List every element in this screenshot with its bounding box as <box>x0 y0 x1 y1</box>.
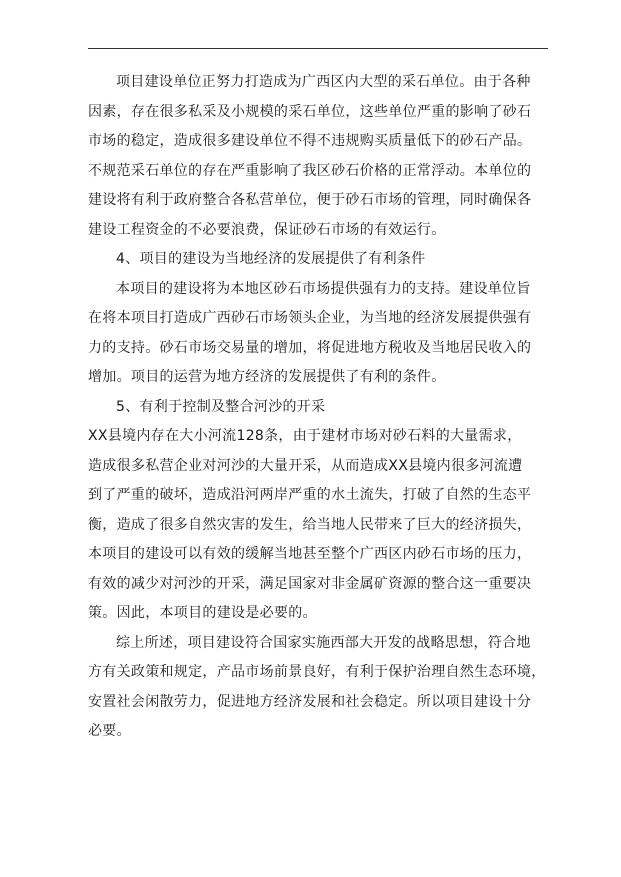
text-line: 有效的减少对河沙的开采，满足国家对非金属矿资源的整合这一重要决 <box>88 575 532 592</box>
text-line: 到了严重的破坏，造成沿河两岸严重的水土流失，打破了自然的生态平 <box>88 487 532 503</box>
text-line: 建设工程资金的不必要浪费，保证砂石市场的有效运行。 <box>88 221 446 238</box>
text-line: 本项目的建设将为本地区砂石市场提供强有力的支持。建设单位旨 <box>116 280 531 297</box>
text-line: 综上所述，项目建设符合国家实施西部大开发的战略思想，符合地 <box>116 634 531 651</box>
text-line: 安置社会闲散劳力，促进地方经济发展和社会稳定。所以项目建设十分 <box>88 693 532 710</box>
section-heading: 5、有利于控制及整合河沙的开采 <box>116 398 326 415</box>
text-line: 增加。项目的运营为地方经济的发展提供了有利的条件。 <box>88 369 446 385</box>
text-line: 衡，造成了很多自然灾害的发生，给当地人民带来了巨大的经济损失， <box>88 516 532 533</box>
text-line: 力的支持。砂石市场交易量的增加，将促进地方税收及当地居民收入的 <box>88 339 532 356</box>
text-line: XX县境内存在大小河流128条，由于建材市场对砂石料的大量需求， <box>88 428 522 444</box>
text-line: 造成很多私营企业对河沙的大量开采，从而造成XX县境内很多河流遭 <box>88 457 523 474</box>
text-line: 策。因此，本项目的建设是必要的。 <box>88 605 317 621</box>
text-line: 项目建设单位正努力打造成为广西区内大型的采石单位。由于各种 <box>116 74 531 90</box>
document-body <box>88 68 550 747</box>
text-line: 市场的稳定，造成很多建设单位不得不违规购买质量低下的砂石产品。 <box>88 133 532 149</box>
text-line: 不规范采石单位的存在严重影响了我区砂石价格的正常浮动。本单位的 <box>88 162 532 179</box>
text-line: 本项目的建设可以有效的缓解当地甚至整个广西区内砂石市场的压力， <box>88 546 532 562</box>
text-line: 建设将有利于政府整合各私营单位，便于砂石市场的管理，同时确保各 <box>88 192 532 208</box>
text-line: 必要。 <box>88 723 131 739</box>
section-heading: 4、项目的建设为当地经济的发展提供了有利条件 <box>116 251 426 267</box>
text-line: 因素，存在很多私采及小规模的采石单位，这些单位严重的影响了砂石 <box>88 103 532 120</box>
text-line: 方有关政策和规定，产品市场前景良好，有利于保护治理自然生态环境， <box>88 664 546 680</box>
header-rule <box>88 48 548 49</box>
text-line: 在将本项目打造成广西砂石市场领头企业，为当地的经济发展提供强有 <box>88 310 532 326</box>
